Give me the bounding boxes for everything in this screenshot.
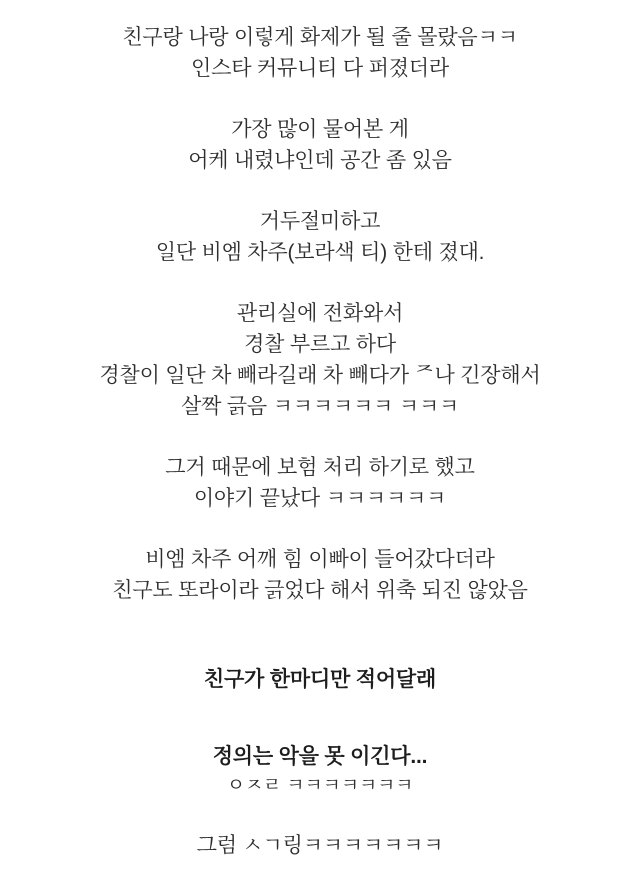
text-line: 일단 비엠 차주(보라색 티) 한테 졌대. [155, 241, 485, 264]
text-line: 이야기 끝났다 ㅋㅋㅋㅋㅋㅋ [193, 487, 447, 510]
text-line: 거두절미하고 [259, 210, 381, 233]
text-line: 그럼 ㅅㄱ링ㅋㅋㅋㅋㅋㅋㅋ [196, 834, 444, 857]
text-line: 경찰 부르고 하다 [244, 333, 396, 356]
text-block [18, 22, 622, 84]
text-line: 그거 때문에 보험 처리 하기로 했고 [165, 456, 475, 479]
text-block [18, 544, 622, 606]
text-block-emphasis [18, 664, 622, 695]
text-block [18, 452, 622, 514]
text-line: 정의는 악을 못 이긴다... [212, 745, 428, 768]
text-block [18, 114, 622, 176]
text-line: 친구도 또라이라 긁었다 해서 위축 되진 않았음 [112, 579, 528, 602]
text-line: 관리실에 전화와서 [236, 302, 404, 325]
text-line: 경찰이 일단 차 빼라길래 차 빼다가 ᄌ나 긴장해서 [99, 364, 541, 387]
text-block [18, 206, 622, 268]
text-block [18, 298, 622, 422]
text-line: 비엠 차주 어깨 힘 이빠이 들어갔다더라 [145, 548, 495, 571]
text-line: ㅇㅈㄹ ㅋㅋㅋㅋㅋㅋㅋ [226, 775, 414, 796]
text-line: 인스타 커뮤니티 다 퍼졌더라 [191, 57, 449, 80]
text-line: 살짝 긁음 ㅋㅋㅋㅋㅋㅋ ㅋㅋㅋ [180, 395, 460, 418]
text-block [18, 830, 622, 861]
text-line: 친구가 한마디만 적어달래 [203, 668, 437, 691]
text-line: 어케 내렸냐인데 공간 좀 있음 [188, 149, 452, 172]
text-line: 친구랑 나랑 이렇게 화제가 될 줄 몰랐음ㅋㅋ [122, 26, 518, 49]
text-line: 가장 많이 물어본 게 [231, 118, 409, 141]
text-block [18, 772, 622, 800]
text-block-emphasis [18, 741, 622, 772]
